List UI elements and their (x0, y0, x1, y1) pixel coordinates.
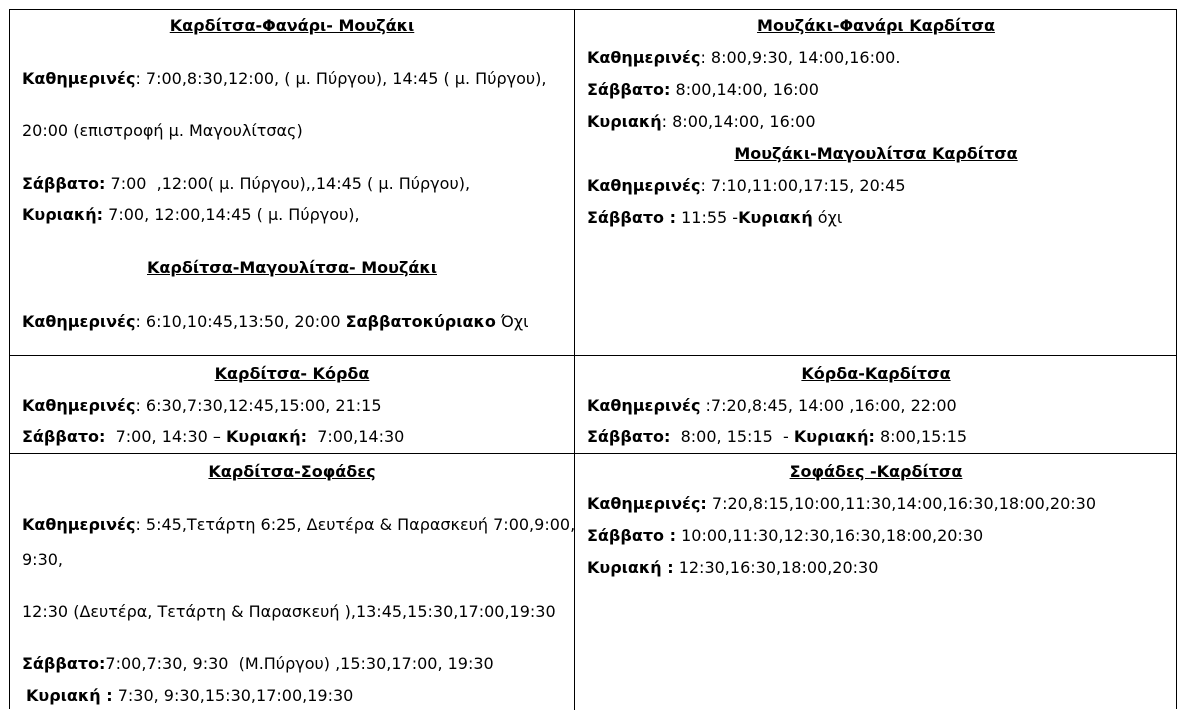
route-title: Κόρδα-Καρδίτσα (801, 364, 951, 383)
subroute-title: Καρδίτσα-Μαγουλίτσα- Μουζάκι (147, 258, 437, 277)
weekend-line (587, 427, 967, 447)
route-title: Καρδίτσα-Σοφάδες (208, 462, 376, 481)
subroute-weekdays-line (587, 176, 906, 196)
weekdays-label: Καθημερινές (22, 69, 136, 88)
route-title: Μουζάκι-Φανάρι Καρδίτσα (757, 16, 995, 35)
route-title: Καρδίτσα- Κόρδα (214, 364, 370, 383)
saturday-line (587, 526, 983, 546)
sunday-label: Κυριακή: (793, 427, 875, 446)
subroute-title: Μουζάκι-Μαγουλίτσα Καρδίτσα (734, 144, 1018, 163)
saturday-label: Σάββατο: (22, 174, 106, 193)
route-karditsa-sofades (10, 454, 574, 710)
sunday-label: Κυριακή : (26, 686, 113, 705)
route-mouzaki-fanari-karditsa (575, 10, 1177, 355)
weekdays-label: Καθημερινές (22, 396, 136, 415)
weekdays-times: :7:20,8:45, 14:00 ,16:00, 22:00 (700, 396, 957, 415)
sunday-value: όχι (812, 208, 843, 227)
weekdays-line (22, 396, 382, 416)
sunday-line (22, 205, 360, 225)
weekend-value: Όχι (495, 312, 529, 331)
weekdays-line (587, 396, 957, 416)
subroute-weekend-line (587, 208, 842, 228)
weekdays-line-2: 20:00 (επιστροφή μ. Μαγουλίτσας) (22, 121, 303, 140)
weekdays-times: : 7:10,11:00,17:15, 20:45 (700, 176, 906, 195)
saturday-line (22, 174, 470, 194)
saturday-times: 7:00, 14:30 – (105, 427, 226, 446)
weekend-line (22, 427, 404, 447)
weekdays-line-2: 9:30, (22, 550, 64, 569)
sunday-label: Κυριακή : (587, 558, 674, 577)
weekdays-line (587, 494, 1096, 514)
route-sofades-karditsa (575, 454, 1177, 710)
saturday-times: 7:00 ,12:00( μ. Πύργου),,14:45 ( μ. Πύργου), (105, 174, 471, 193)
weekdays-label: Καθημερινές (22, 515, 136, 534)
sunday-label: Κυριακή (587, 112, 662, 131)
saturday-line (587, 80, 819, 100)
saturday-times: 10:00,11:30,12:30,16:30,18:00,20:30 (676, 526, 984, 545)
weekdays-times: : 8:00,9:30, 14:00,16:00. (700, 48, 901, 67)
saturday-times: 7:00,7:30, 9:30 (Μ.Πύργου) ,15:30,17:00, 19:30 (105, 654, 494, 673)
saturday-times: 8:00, 15:15 - (670, 427, 794, 446)
route-karditsa-fanari-mouzaki (10, 10, 574, 355)
weekdays-line (587, 48, 900, 68)
saturday-times: 8:00,14:00, 16:00 (670, 80, 819, 99)
sunday-times: 8:00,15:15 (874, 427, 968, 446)
saturday-times: 11:55 - (676, 208, 739, 227)
sunday-label: Κυριακή: (225, 427, 308, 446)
route-korda-karditsa (575, 356, 1177, 453)
saturday-label: Σάββατο: (22, 427, 106, 446)
weekdays-times: 7:20,8:15,10:00,11:30,14:00,16:30,18:00,20:30 (706, 494, 1097, 513)
weekdays-label: Καθημερινές (22, 312, 136, 331)
sunday-line (26, 686, 353, 706)
sunday-label: Κυριακή: (22, 205, 104, 224)
sunday-label: Κυριακή (738, 208, 813, 227)
route-karditsa-korda (10, 356, 574, 453)
weekdays-times: : 6:30,7:30,12:45,15:00, 21:15 (135, 396, 382, 415)
weekdays-line-1 (22, 515, 575, 535)
saturday-label: Σάββατο : (587, 526, 676, 545)
sunday-times: : 8:00,14:00, 16:00 (661, 112, 816, 131)
weekdays-times: : 5:45,Τετάρτη 6:25, Δευτέρα & Παρασκευή 7:00,9:00, (135, 515, 576, 534)
sunday-times: 7:00,14:30 (307, 427, 405, 446)
saturday-label: Σάββατο : (587, 208, 676, 227)
saturday-line (22, 654, 494, 674)
route-title: Καρδίτσα-Φανάρι- Μουζάκι (169, 16, 415, 35)
saturday-label: Σάββατο: (22, 654, 106, 673)
weekdays-times: : 6:10,10:45,13:50, 20:00 (135, 312, 346, 331)
sunday-line (587, 558, 878, 578)
saturday-label: Σάββατο: (587, 80, 671, 99)
weekdays-line-1 (22, 69, 546, 89)
weekdays-label: Καθημερινές (587, 176, 701, 195)
weekend-label: Σαββατοκύριακο (345, 312, 496, 331)
sunday-times: 12:30,16:30,18:00,20:30 (673, 558, 879, 577)
saturday-label: Σάββατο: (587, 427, 671, 446)
weekdays-label: Καθημερινές (587, 396, 701, 415)
subroute-weekdays-line (22, 312, 529, 332)
weekdays-times: : 7:00,8:30,12:00, ( μ. Πύργου), 14:45 ( μ. Πύργου), (135, 69, 547, 88)
route-title: Σοφάδες -Καρδίτσα (789, 462, 963, 481)
sunday-line (587, 112, 816, 132)
weekdays-line-3: 12:30 (Δευτέρα, Τετάρτη & Παρασκευή ),13:45,15:30,17:00,19:30 (22, 602, 556, 621)
sunday-times: 7:00, 12:00,14:45 ( μ. Πύργου), (103, 205, 360, 224)
schedule-table (9, 9, 1177, 709)
weekdays-label: Καθημερινές: (587, 494, 707, 513)
weekdays-label: Καθημερινές (587, 48, 701, 67)
sunday-times: 7:30, 9:30,15:30,17:00,19:30 (112, 686, 354, 705)
